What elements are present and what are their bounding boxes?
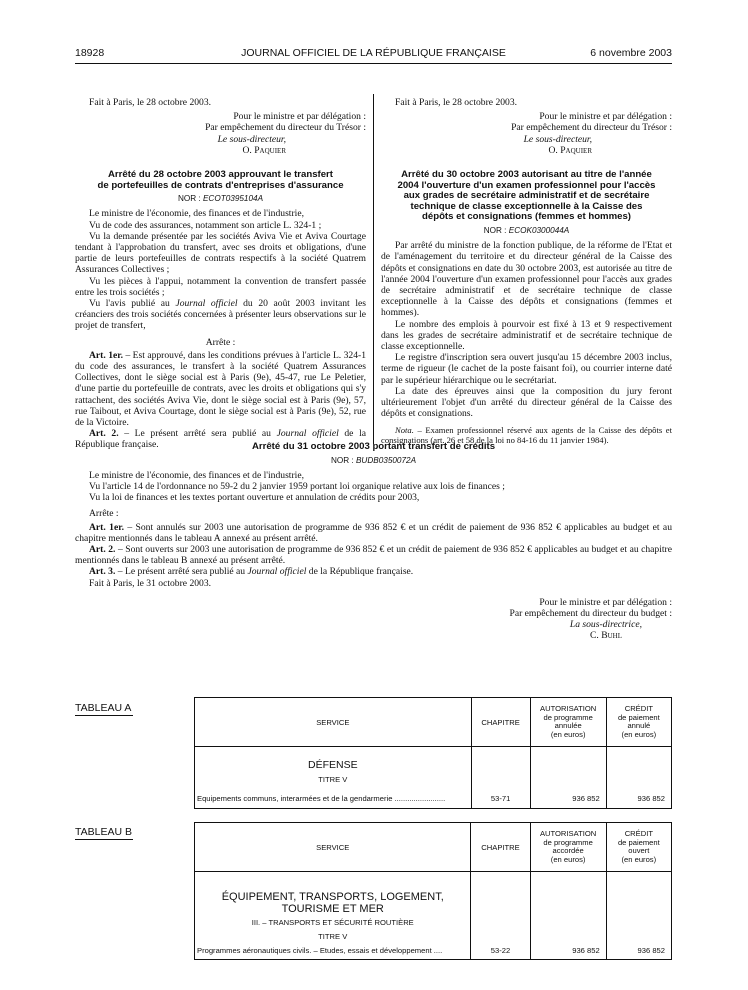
table-header-row: SERVICE CHAPITRE AUTORISATION de programme annulée (en euros) CRÉDIT de paiement annulé (en euros) xyxy=(195,698,672,747)
place-date: Fait à Paris, le 28 octobre 2003. xyxy=(395,97,518,108)
article-1: Art. 1er. – Est approuvé, dans les conditions prévues à l'article L. 324-1 du code des assurances, le transfert à la société Quatrem Assurances Collectives, dont le siège social est à Paris (9e), 45-47, rue Le Peletier, d'une partie du portefeuille de contrats, avec les droits et obligations qui s'y rattachent, des sociétés Aviva Vie, dont le siège social est à Paris (9e), 57, rue Taibout, et Aviva Courtage, dont le siège social est à Paris (9e), 52, rue de la Victoire. xyxy=(75,349,367,429)
signature-block: Pour le ministre et par délégation : Par empêchement du directeur du budget : La sous-directrice, C. Buhl xyxy=(375,597,672,642)
journal-title: JOURNAL OFFICIEL DE LA RÉPUBLIQUE FRANÇAISE xyxy=(241,47,506,59)
header-rule xyxy=(75,63,672,64)
table-row: DÉFENSE TITRE V Equipements communs, interarmées et de la gendarmerie ........................ 53-71 936 852 936 852 xyxy=(195,747,672,809)
section-title: DÉFENSE xyxy=(307,759,358,771)
place-date: Fait à Paris, le 28 octobre 2003. xyxy=(89,97,212,108)
arrete-title: Arrêté du 31 octobre 2003 portant transfert de crédits xyxy=(251,441,496,452)
right-column: Fait à Paris, le 28 octobre 2003. Pour le ministre et par délégation : Par empêchement du directeur du Trésor : Le sous-directeur, O. Paquier Arrêté du 30 octobre 2003 autorisant au titre de l'année 2004 l'ouverture d'un examen professionnel pour l'accès aux grades de secrétaire administratif et de secrétaire technique de classe exceptionnelle à la Caisse des dépôts et consignations (femmes et hommes) NOR : ECOK0300044A Par arrêté du ministre de la fonction publique, de la réforme de l'Etat et de l'aménagement du territoire et du directeur général de la Caisse des dépôts et consignations en date du 30 octobre 2003, est autorisée au titre de l'année 2004 l'ouverture d'un examen professionnel pour l'accès aux grades de secrétaire administratif et de secrétaire technique de classe exceptionnelle à la Caisse des dépôts et consignations (femmes et hommes). Le nombre des emplois à pourvoir est fixé à 13 et 9 respectivement dans les grades de secrétaire administratif et de secrétaire technique de classe exceptionnelle. Le registre d'inscription sera ouvert jusqu'au 15 décembre 2003 inclus, terme de rigueur (le cachet de la poste faisant foi), ou courrier interne daté par le supérieur hiérarchique ou le secrétariat. La date des épreuves ainsi que la composition du jury feront ultérieurement l'objet d'un arrêté du directeur général de la Caisse des dépôts et consignations. Nota. – Examen professionnel réservé aux agents de la Caisse des dépôts et consignations (art. 26 et 58 de la loi no 84-16 du 11 janvier 1984). xyxy=(381,97,672,446)
issue-date: 6 novembre 2003 xyxy=(590,47,672,59)
nor-reference: NOR : ECOK0300044A xyxy=(483,225,570,235)
article-1: Art. 1er. – Sont annulés sur 2003 une autorisation de programme de 936 852 € et un crédit de paiement de 936 852 € applicables au budget et au chapitre mentionnés dans le tableau A annexé au présent arrêté. xyxy=(75,521,672,544)
subsection-title: III. – TRANSPORTS ET SÉCURITÉ ROUTIÈRE xyxy=(251,918,414,927)
left-column: Fait à Paris, le 28 octobre 2003. Pour le ministre et par délégation : Par empêchement du directeur du Trésor : Le sous-directeur, O. Paquier Arrêté du 28 octobre 2003 approuvant le transfert de portefeuilles de contrats d'entreprises d'assurance NOR : ECOT0395104A Le ministre de l'économie, des finances et de l'industrie, Vu de code des assurances, notamment son article L. 324-1 ; Vu la demande présentée par les sociétés Aviva Vie et Aviva Courtage tendant à l'approbation du transfert, avec ses droits et obligations, d'une partie de leurs portefeuilles de contrats respectifs à la société Quatrem Assurances Collectives ; Vu les pièces à l'appui, notamment la convention de transfert passée entre les trois sociétés ; Vu l'avis publié au Journal officiel du 20 août 2003 invitant les créanciers des trois sociétés concernées à présenter leurs observations sur le projet de transfert, Arrête : Art. 1er. – Est approuvé, dans les conditions prévues à l'article L. 324-1 du code des assurances, le transfert à la société Quatrem Assurances Collectives, dont le siège social est à Paris (9e), 45-47, rue Le Peletier, d'une partie du portefeuille de contrats, avec les droits et obligations qui s'y rattachent, des sociétés Aviva Vie, dont le siège social est à Paris (9e), 57, rue Taibout, et Aviva Courtage, dont le siège social est à Paris (9e), 52, rue de la Victoire. Art. 2. – Le présent arrêté sera publié au Journal officiel de la République française. xyxy=(75,97,367,451)
arrete-title: Arrêté du 30 octobre 2003 autorisant au titre de l'année 2004 l'ouverture d'un examen professionnel pour l'accès aux grades de secrétaire administratif et de secrétaire technique de classe exceptionnelle à la Caisse des dépôts et consignations (femmes et hommes) xyxy=(397,169,656,223)
nor-reference: NOR : ECOT0395104A xyxy=(177,194,264,204)
signatory-name: O. Paquier xyxy=(242,144,286,156)
place-date: Fait à Paris, le 31 octobre 2003. xyxy=(89,577,212,589)
signatory-name: C. Buhl xyxy=(590,630,622,642)
article-2: Art. 2. – Le présent arrêté sera publié au Journal officiel de la République française. xyxy=(75,428,366,451)
arrete-title: Arrêté du 28 octobre 2003 approuvant le transfert de portefeuilles de contrats d'entreprises d'assurance xyxy=(97,169,344,191)
nota: Nota. – Examen professionnel réservé aux agents de la Caisse des dépôts et consignations (art. 26 et 58 de la loi no 84-16 du 11 janvier 1984). xyxy=(381,425,672,446)
full-width-arrete: Arrêté du 31 octobre 2003 portant transfert de crédits NOR : BUDB0350072A Le ministre de l'économie, des finances et de l'industrie, Vu l'article 14 de l'ordonnance no 59-2 du 2 janvier 1959 portant loi organique relative aux lois de finances ; Vu la loi de finances et les textes portant ouverture et annulation de crédits pour 2003, Arrête : Art. 1er. – Sont annulés sur 2003 une autorisation de programme de 936 852 € et un crédit de paiement de 936 852 € applicables au budget et au chapitre mentionnés dans le tableau A annexé au présent arrêté. Art. 2. – Sont ouverts sur 2003 une autorisation de programme de 936 852 € et un crédit de paiement de 936 852 € applicables au budget et au chapitre mentionnés dans le tableau B annexé au présent arrêté. Art. 3. – Le présent arrêté sera publié au Journal officiel de la République française. Fait à Paris, le 31 octobre 2003. Pour le ministre et par délégation : Par empêchement du directeur du budget : La sous-directrice, C. Buhl xyxy=(75,441,673,642)
signature-block: Pour le ministre et par délégation : Par empêchement du directeur du Trésor : Le sous-directeur, O. Paquier xyxy=(441,111,672,156)
tableau-a-label: TABLEAU A xyxy=(75,702,132,714)
signature-block: Pour le ministre et par délégation : Par empêchement du directeur du Trésor : Le sous-directeur, O. Paquier xyxy=(135,111,366,156)
nor-reference: NOR : BUDB0350072A xyxy=(330,455,417,465)
page-header xyxy=(75,47,672,61)
page-number: 18928 xyxy=(75,47,105,59)
table-row: ÉQUIPEMENT, TRANSPORTS, LOGEMENT, TOURISME ET MER III. – TRANSPORTS ET SÉCURITÉ ROUTIÈRE TITRE V Programmes aéronautiques civils. – Etudes, essais et développement .... 53-22 936 852 936 852 xyxy=(195,872,672,960)
tableau-b xyxy=(194,822,672,960)
column-divider xyxy=(373,94,374,444)
tableau-a xyxy=(194,697,672,809)
section-title: ÉQUIPEMENT, TRANSPORTS, LOGEMENT, xyxy=(221,891,444,903)
table-header-row: SERVICE CHAPITRE AUTORISATION de programme accordée (en euros) CRÉDIT de paiement ouvert (en euros) xyxy=(195,823,672,872)
signatory-name: O. Paquier xyxy=(548,144,592,156)
article-3: Art. 3. – Le présent arrêté sera publié au Journal officiel de la République française. xyxy=(89,566,414,578)
tableau-b-label: TABLEAU B xyxy=(75,826,132,838)
article-2: Art. 2. – Sont ouverts sur 2003 une autorisation de programme de 936 852 € et un crédit de paiement de 936 852 € applicables au budget et au chapitre mentionnés dans le tableau B annexé au présent arrêté. xyxy=(75,544,673,567)
